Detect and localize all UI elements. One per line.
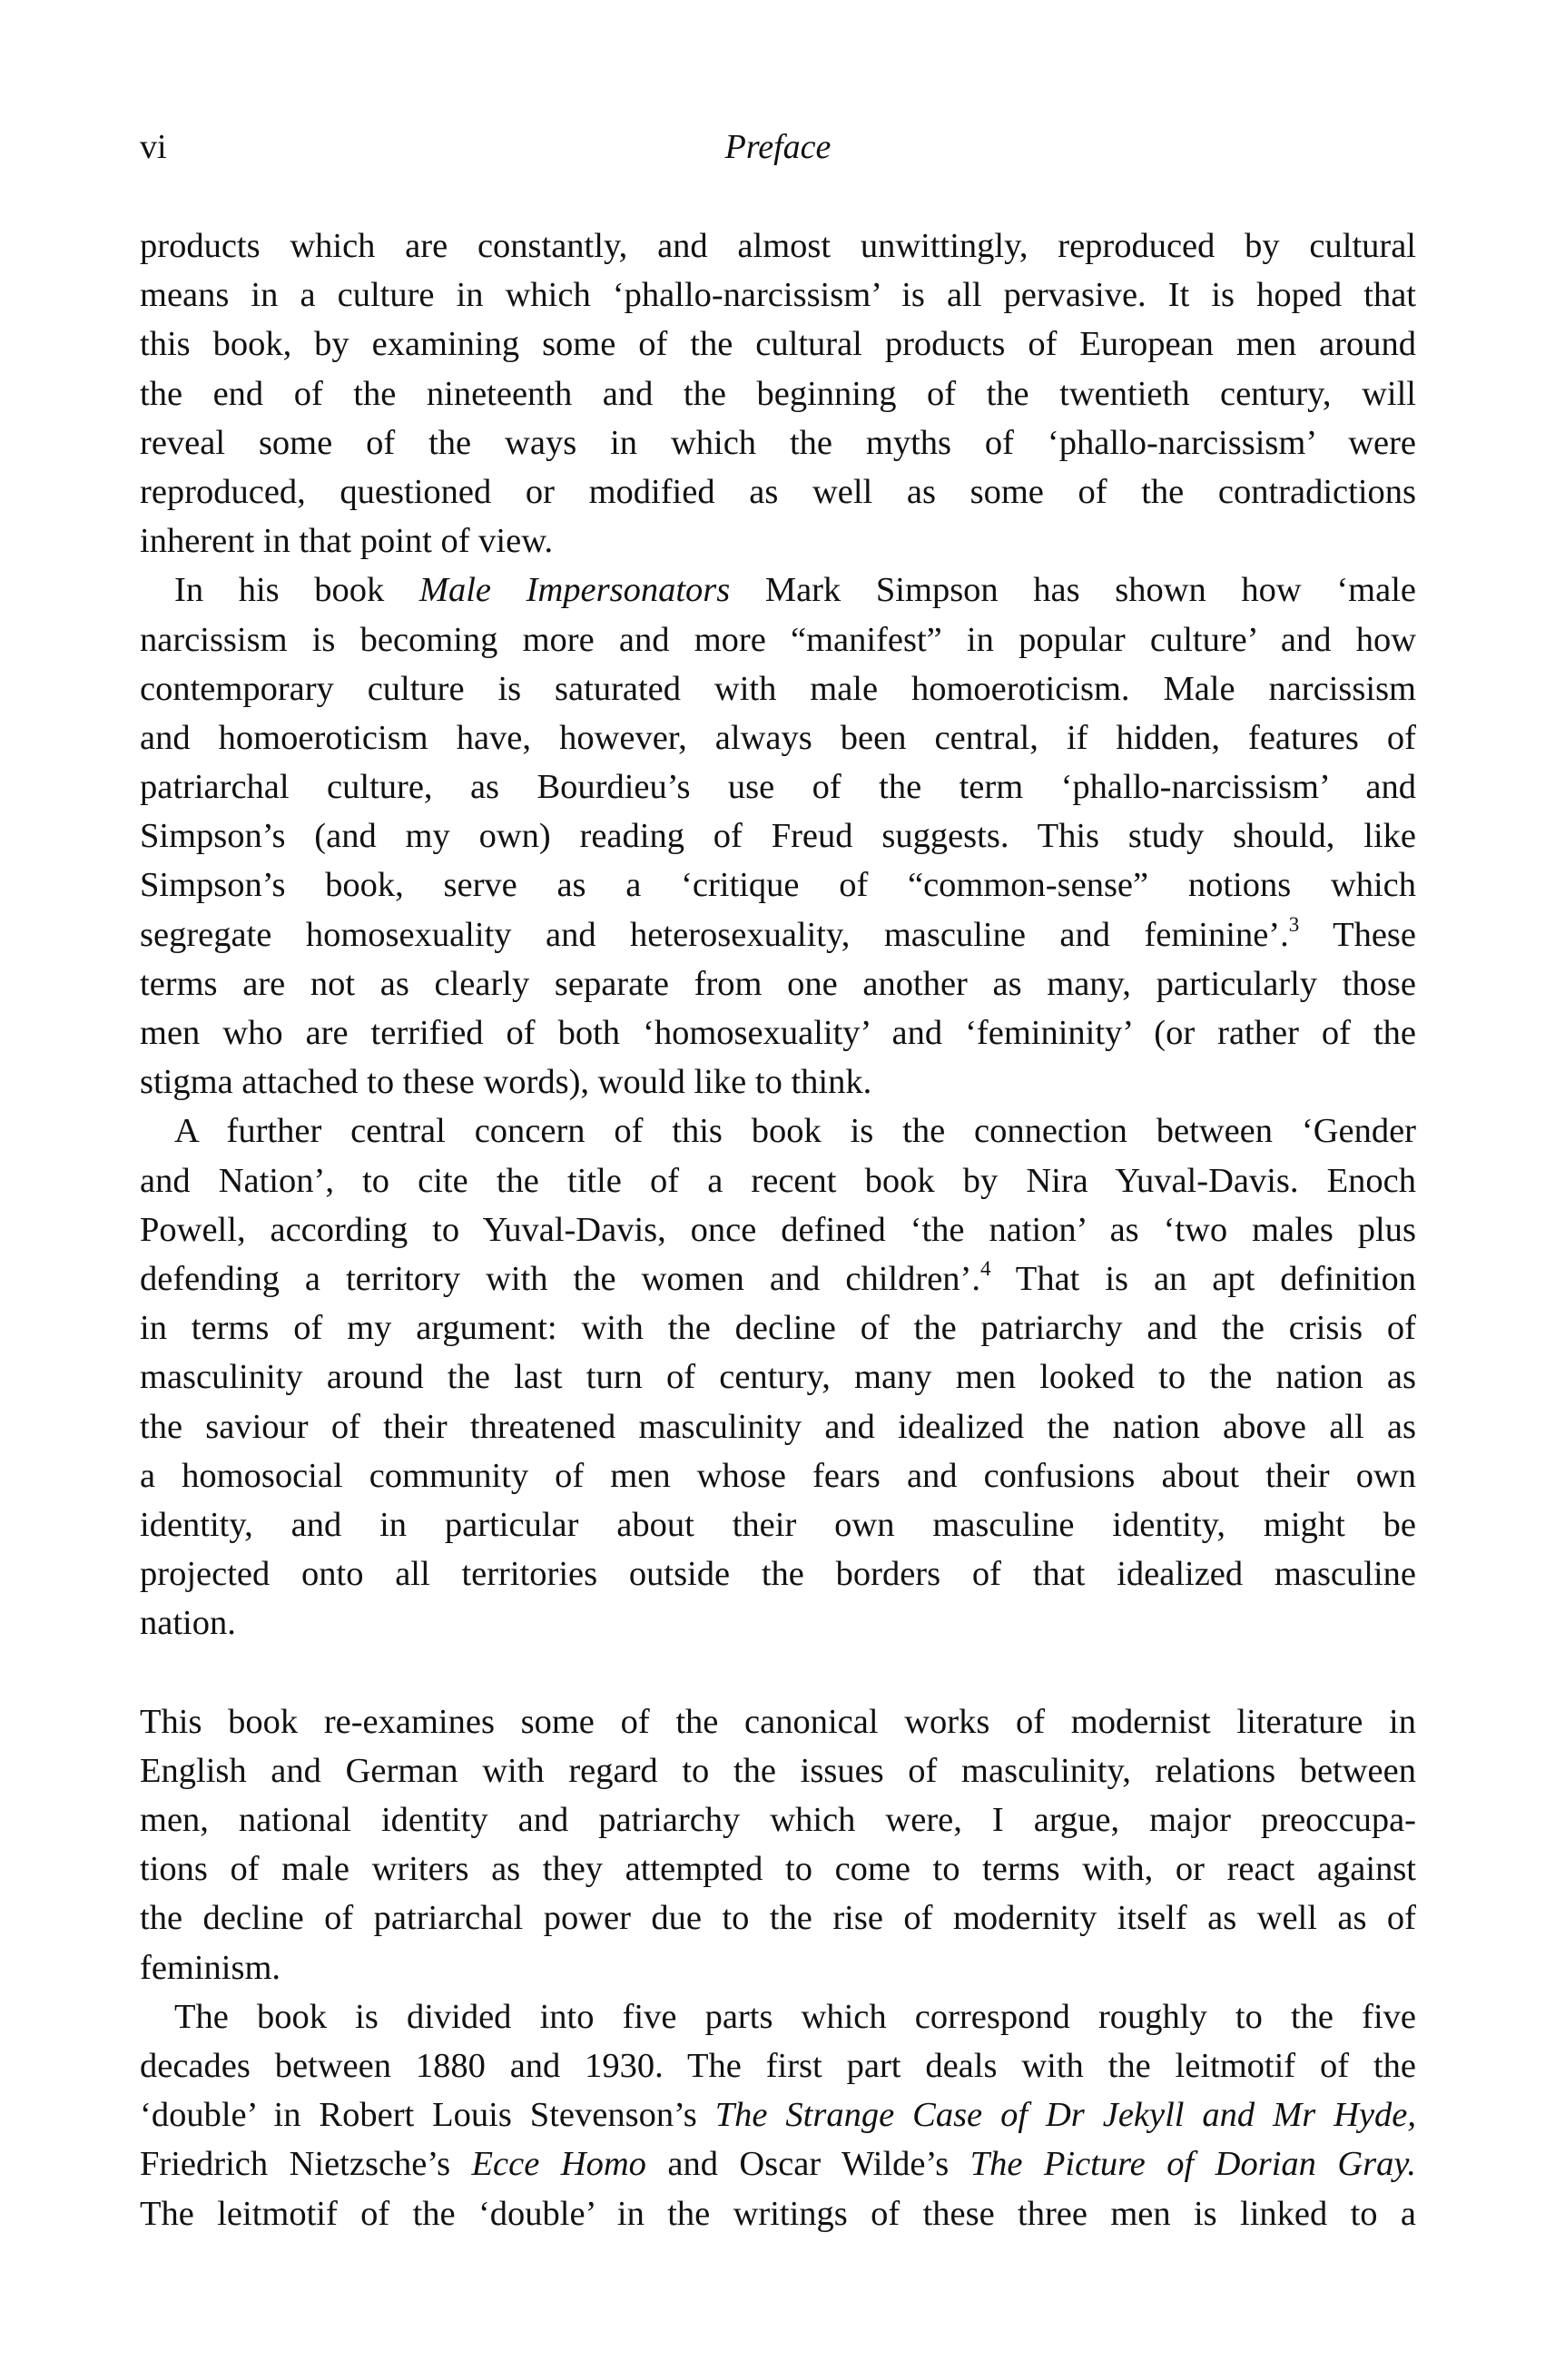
text-run: means in a culture in which ‘phallo-narcissism’ is all pervasive. It is hoped that [140,276,1416,315]
text-run: narcissism is becoming more and more “manifest” in popular culture’ and how [140,620,1416,659]
italic-title: Ecce Homo [471,2145,646,2184]
text-run: The book is divided into five parts which correspond roughly to the five [174,1997,1416,2036]
text-run: Powell, according to Yuval-Davis, once defined ‘the nation’ as ‘two males plus [140,1210,1416,1249]
running-head: Preface [724,128,832,166]
text-run: The leitmotif of the ‘double’ in the writings of these three men is linked to a [140,2194,1416,2233]
footnote-ref: 4 [979,1255,991,1280]
text-run: projected onto all territories outside the borders of that idealized masculine [140,1555,1416,1594]
text-line [140,1844,1416,1893]
text-run: reveal some of the ways in which the myths of ‘phallo-narcissism’ were [140,423,1416,462]
text-run: a homosocial community of men whose fears and confusions about their own [140,1456,1416,1495]
text-run: men, national identity and patriarchy which were, I argue, major preoccupa- [140,1801,1416,1839]
footnote-ref: 3 [1288,911,1300,936]
text-line [140,1943,1416,1992]
text-line [140,2041,1416,2090]
text-line [140,1352,1416,1401]
text-line [140,1697,1416,1746]
text-line [140,861,1416,910]
text-line [140,1254,1416,1303]
text-line [140,369,1416,418]
text-run: A further central concern of this book is the connection between ‘Gender [174,1112,1416,1151]
text-line [140,762,1416,811]
text-line [140,1205,1416,1254]
text-run: this book, by examining some of the cultural products of European men around [140,325,1416,364]
text-line [140,1598,1416,1647]
text-run: terms are not as clearly separate from one another as many, particularly those [140,964,1416,1003]
text-run: and Oscar Wilde’s [645,2145,970,2184]
text-run: Simpson’s (and my own) reading of Freud suggests. This study should, like [140,817,1416,856]
text-line [140,320,1416,369]
text-run: That is an apt definition [990,1259,1416,1298]
text-line [140,2189,1416,2238]
page-header [140,127,1416,178]
text-run: stigma attached to these words), would like to think. [140,1063,872,1102]
text-run: Mark Simpson has shown how ‘male [730,571,1417,610]
text-line [140,664,1416,713]
text-run: in terms of my argument: with the decline of the patriarchy and the crisis of [140,1309,1416,1348]
text-run: masculinity around the last turn of century, many men looked to the nation as [140,1358,1416,1397]
text-line [140,1451,1416,1500]
text-run: the decline of patriarchal power due to the rise of modernity itself as well as of [140,1899,1416,1938]
text-line [140,1057,1416,1106]
text-line [140,418,1416,467]
text-run: Simpson’s book, serve as a ‘critique of “common-sense” notions which [140,866,1416,905]
text-line [140,1500,1416,1549]
text-run: These [1299,915,1416,954]
body-text [140,221,1416,2238]
text-run: products which are constantly, and almost unwittingly, reproduced by cultural [140,227,1416,265]
text-line [140,910,1416,959]
text-line [140,2090,1416,2139]
text-line [140,467,1416,516]
text-run: patriarchal culture, as Bourdieu’s use of the term ‘phallo-narcissism’ and [140,768,1416,807]
text-line [140,1992,1416,2041]
text-line [140,1008,1416,1057]
text-run: segregate homosexuality and heterosexuality, masculine and feminine’. [140,915,1289,954]
text-run: In his book [174,571,419,610]
text-line [140,221,1416,270]
text-run: decades between 1880 and 1930. The first part deals with the leitmotif of the [140,2046,1416,2085]
text-line [140,1795,1416,1844]
text-line [140,713,1416,762]
text-run: tions of male writers as they attempted to come to terms with, or react against [140,1850,1416,1889]
text-line [140,1549,1416,1598]
paragraph-break [140,1647,1416,1696]
text-line [140,1303,1416,1352]
text-run: English and German with regard to the issues of masculinity, relations between [140,1751,1416,1790]
italic-title: The Strange Case of Dr Jekyll and Mr Hyde, [714,2096,1416,2135]
text-run: feminism. [140,1948,281,1987]
text-line [140,811,1416,861]
text-line [140,270,1416,320]
text-run: and homoeroticism have, however, always been central, if hidden, features of [140,718,1416,757]
text-run: the saviour of their threatened masculinity and idealized the nation above all as [140,1407,1416,1446]
page-number: vi [140,128,167,166]
text-run: the end of the nineteenth and the beginning of the twentieth century, will [140,374,1416,413]
text-line [140,1156,1416,1205]
text-run: defending a territory with the women and children’. [140,1259,980,1298]
text-run: identity, and in particular about their own masculine identity, might be [140,1505,1416,1544]
text-line [140,959,1416,1008]
text-line [140,1893,1416,1942]
text-line [140,615,1416,664]
text-run: reproduced, questioned or modified as well as some of the contradictions [140,472,1416,511]
text-line [140,1106,1416,1156]
text-line [140,1746,1416,1795]
text-line [140,1402,1416,1451]
text-run: inherent in that point of view. [140,522,554,561]
text-run: men who are terrified of both ‘homosexuality’ and ‘femininity’ (or rather of the [140,1014,1416,1052]
text-run: This book re-examines some of the canonical works of modernist literature in [140,1702,1416,1741]
text-line [140,516,1416,565]
text-run: Friedrich Nietzsche’s [140,2145,472,2184]
text-run: nation. [140,1604,236,1643]
text-line [140,2139,1416,2188]
italic-title: The Picture of Dorian Gray. [969,2145,1416,2184]
text-run: and Nation’, to cite the title of a recent book by Nira Yuval-Davis. Enoch [140,1161,1416,1200]
text-run: contemporary culture is saturated with male homoeroticism. Male narcissism [140,669,1416,708]
text-line [140,565,1416,615]
italic-title: Male Impersonators [418,571,731,610]
text-run: ‘double’ in Robert Louis Stevenson’s [140,2096,715,2135]
